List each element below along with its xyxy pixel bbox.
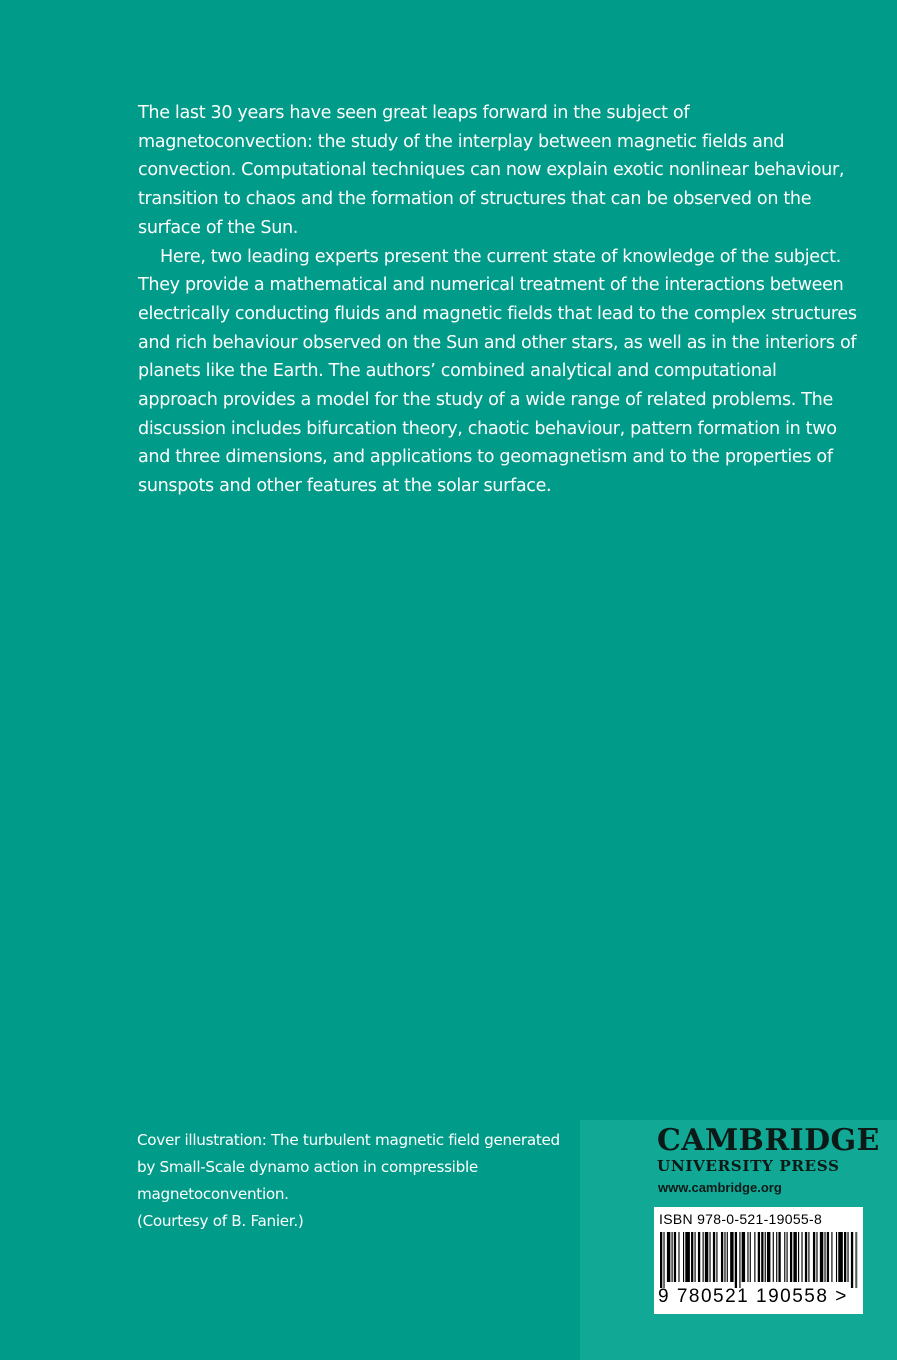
barcode-bar <box>831 1232 832 1282</box>
barcode-bar <box>776 1232 777 1282</box>
barcode-bar <box>716 1232 717 1282</box>
barcode-bar <box>667 1232 670 1282</box>
barcode-bar <box>808 1232 809 1282</box>
barcode-bar <box>660 1232 662 1288</box>
barcode-bar <box>705 1232 708 1282</box>
barcode-bar <box>798 1232 799 1282</box>
barcode-bar <box>767 1232 770 1282</box>
barcode-bar <box>801 1232 802 1282</box>
barcode-bar <box>739 1232 740 1288</box>
barcode-bar <box>674 1232 676 1282</box>
barcode-bar <box>695 1232 696 1282</box>
barcode-bar <box>678 1232 679 1282</box>
barcode-bar <box>698 1232 700 1282</box>
barcode-bar <box>836 1232 837 1282</box>
barcode-bar <box>747 1232 748 1282</box>
barcode-bar <box>672 1232 673 1282</box>
barcode-bar <box>793 1232 796 1282</box>
barcode-bar <box>761 1232 763 1282</box>
caption-credit: (Courtesy of B. Fanier.) <box>137 1212 304 1230</box>
barcode-bar <box>727 1232 728 1282</box>
barcode-digits: 9 780521 190558 > <box>658 1286 848 1307</box>
barcode-bar <box>754 1232 755 1282</box>
barcode-bar <box>805 1232 807 1282</box>
barcode-bar <box>856 1232 857 1288</box>
cover-illustration-caption <box>137 1127 567 1235</box>
barcode-bar <box>691 1232 693 1282</box>
publisher-subtitle: UNIVERSITY PRESS <box>657 1157 840 1175</box>
barcode-bar <box>847 1232 848 1282</box>
barcode-bar <box>778 1232 780 1282</box>
barcode-bar <box>709 1232 710 1282</box>
barcode-bar <box>758 1232 760 1282</box>
publisher-website: www.cambridge.org <box>658 1180 782 1195</box>
barcode-bar <box>685 1232 690 1282</box>
caption-text: Cover illustration: The turbulent magnetic field generated by Small-Scale dynamo action in compressible magnetoconvention. <box>137 1131 560 1203</box>
barcode-bar <box>813 1232 815 1282</box>
isbn-label: ISBN 978-0-521-19055-8 <box>659 1211 823 1227</box>
blurb-paragraph-1: The last 30 years have seen great leaps forward in the subject of magnetoconvection: the study of the interplay between magnetic fields and convection. Computational techniques can now explain exotic nonlinear behaviour, transition to chaos and the formation of structures that can be observed on the surface of the Sun. <box>138 103 845 238</box>
blurb-paragraph-2: Here, two leading experts present the current state of knowledge of the subject. They provide a mathematical and numerical treatment of the interactions between electrically conducting fluids and magnetic fields that lead to the complex structures and rich behaviour observed on the Sun and other stars, as well as in the interiors of planets like the Earth. The authors’ combined analytical and computational approach provides a model for the study of a wide range of related problems. The discussion includes bifurcation theory, chaotic behaviour, pattern formation in two and three dimensions, and applications to geomagnetism and to the properties of sunspots and other features at the solar surface. <box>138 246 857 497</box>
barcode-bar <box>750 1232 751 1282</box>
isbn-barcode <box>654 1207 863 1314</box>
barcode-bar <box>663 1232 664 1288</box>
back-cover-blurb <box>138 99 858 501</box>
barcode-bar <box>742 1232 745 1282</box>
barcode-bar <box>683 1232 684 1282</box>
barcode-bar <box>851 1232 853 1288</box>
barcode-bar <box>765 1232 766 1282</box>
barcode-bar <box>713 1232 715 1282</box>
barcode-bar <box>790 1232 792 1282</box>
barcode-bar <box>721 1232 723 1282</box>
barcode-bar <box>773 1232 774 1282</box>
barcode-bars <box>660 1232 858 1288</box>
barcode-bar <box>787 1232 788 1282</box>
barcode-bar <box>724 1232 725 1282</box>
barcode-bar <box>827 1232 829 1282</box>
publisher-name: CAMBRIDGE <box>657 1123 880 1158</box>
barcode-bar <box>844 1232 846 1282</box>
publisher-logo <box>657 1124 880 1175</box>
barcode-bar <box>820 1232 823 1282</box>
barcode-bar <box>703 1232 704 1282</box>
barcode-bar <box>824 1232 825 1282</box>
barcode-bar <box>838 1232 843 1282</box>
barcode-bar <box>816 1232 817 1282</box>
barcode-bar <box>784 1232 785 1282</box>
barcode-bar <box>735 1232 737 1288</box>
barcode-bar <box>730 1232 733 1282</box>
